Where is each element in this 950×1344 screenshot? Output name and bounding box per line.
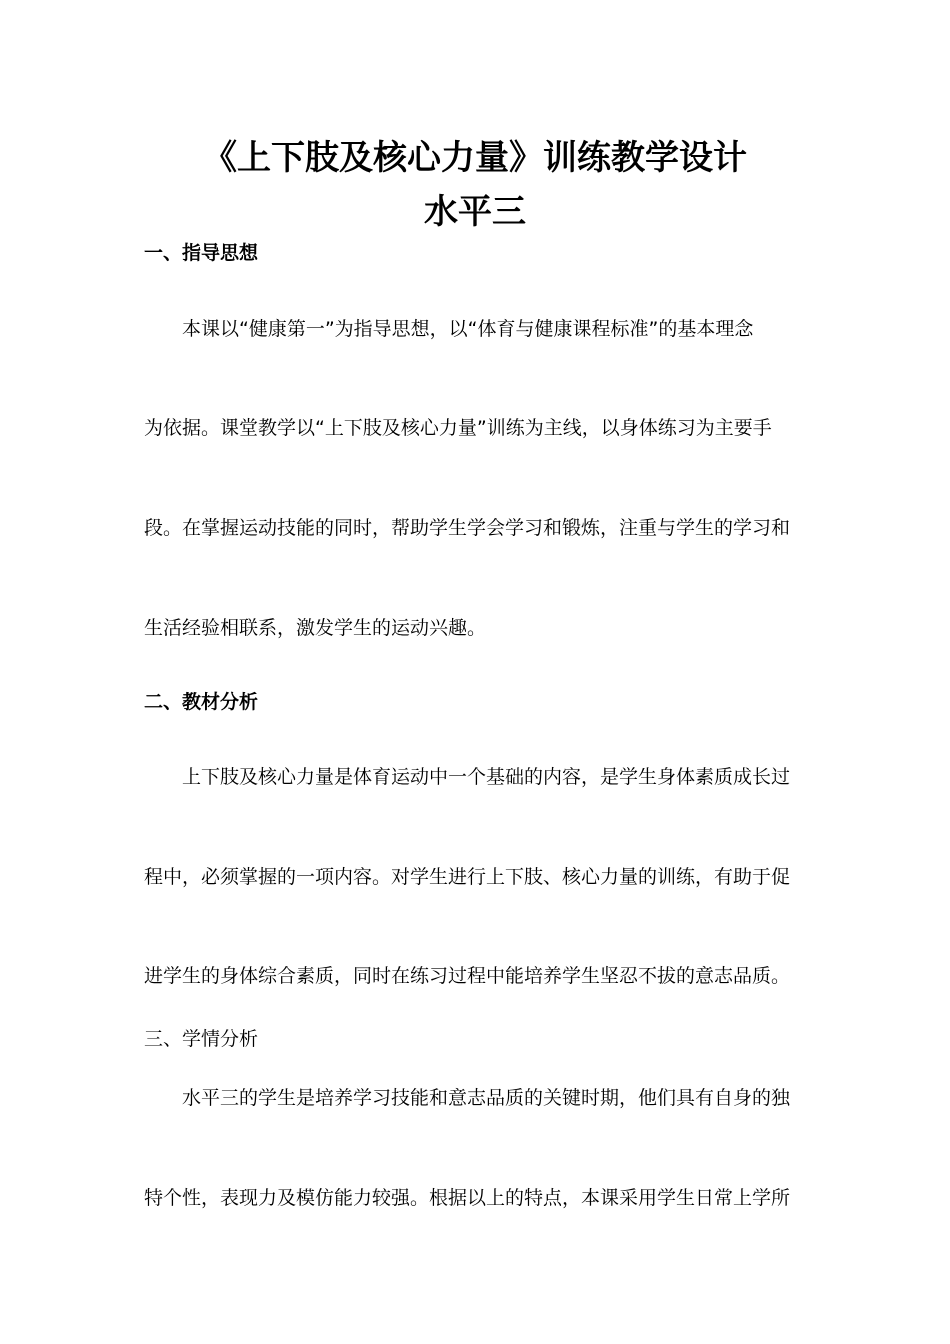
section-heading-student-analysis: 三、学情分析	[144, 1028, 259, 1050]
section-heading-material-analysis: 二、教材分析	[144, 691, 259, 713]
paragraph-line: 程中，必须掌握的一项内容。对学生进行上下肢、核心力量的训练，有助于促	[144, 866, 791, 888]
document-title: 《上下肢及核心力量》训练教学设计	[203, 138, 747, 178]
paragraph-line: 特个性，表现力及模仿能力较强。根据以上的特点，本课采用学生日常上学所	[144, 1187, 791, 1209]
paragraph-line: 段。在掌握运动技能的同时，帮助学生学会学习和锻炼，注重与学生的学习和	[144, 517, 791, 539]
paragraph-line: 进学生的身体综合素质，同时在练习过程中能培养学生坚忍不拔的意志品质。	[144, 965, 791, 987]
document-subtitle: 水平三	[424, 192, 526, 232]
section-heading-guiding-thought: 一、指导思想	[144, 242, 259, 264]
paragraph-line: 本课以“健康第一”为指导思想，以“体育与健康课程标准”的基本理念	[182, 318, 754, 340]
paragraph-line: 水平三的学生是培养学习技能和意志品质的关键时期，他们具有自身的独	[182, 1087, 791, 1109]
paragraph-line: 上下肢及核心力量是体育运动中一个基础的内容，是学生身体素质成长过	[182, 766, 791, 788]
paragraph-line: 生活经验相联系，激发学生的运动兴趣。	[144, 617, 487, 639]
paragraph-line: 为依据。课堂教学以“上下肢及核心力量”训练为主线，以身体练习为主要手	[144, 417, 772, 439]
